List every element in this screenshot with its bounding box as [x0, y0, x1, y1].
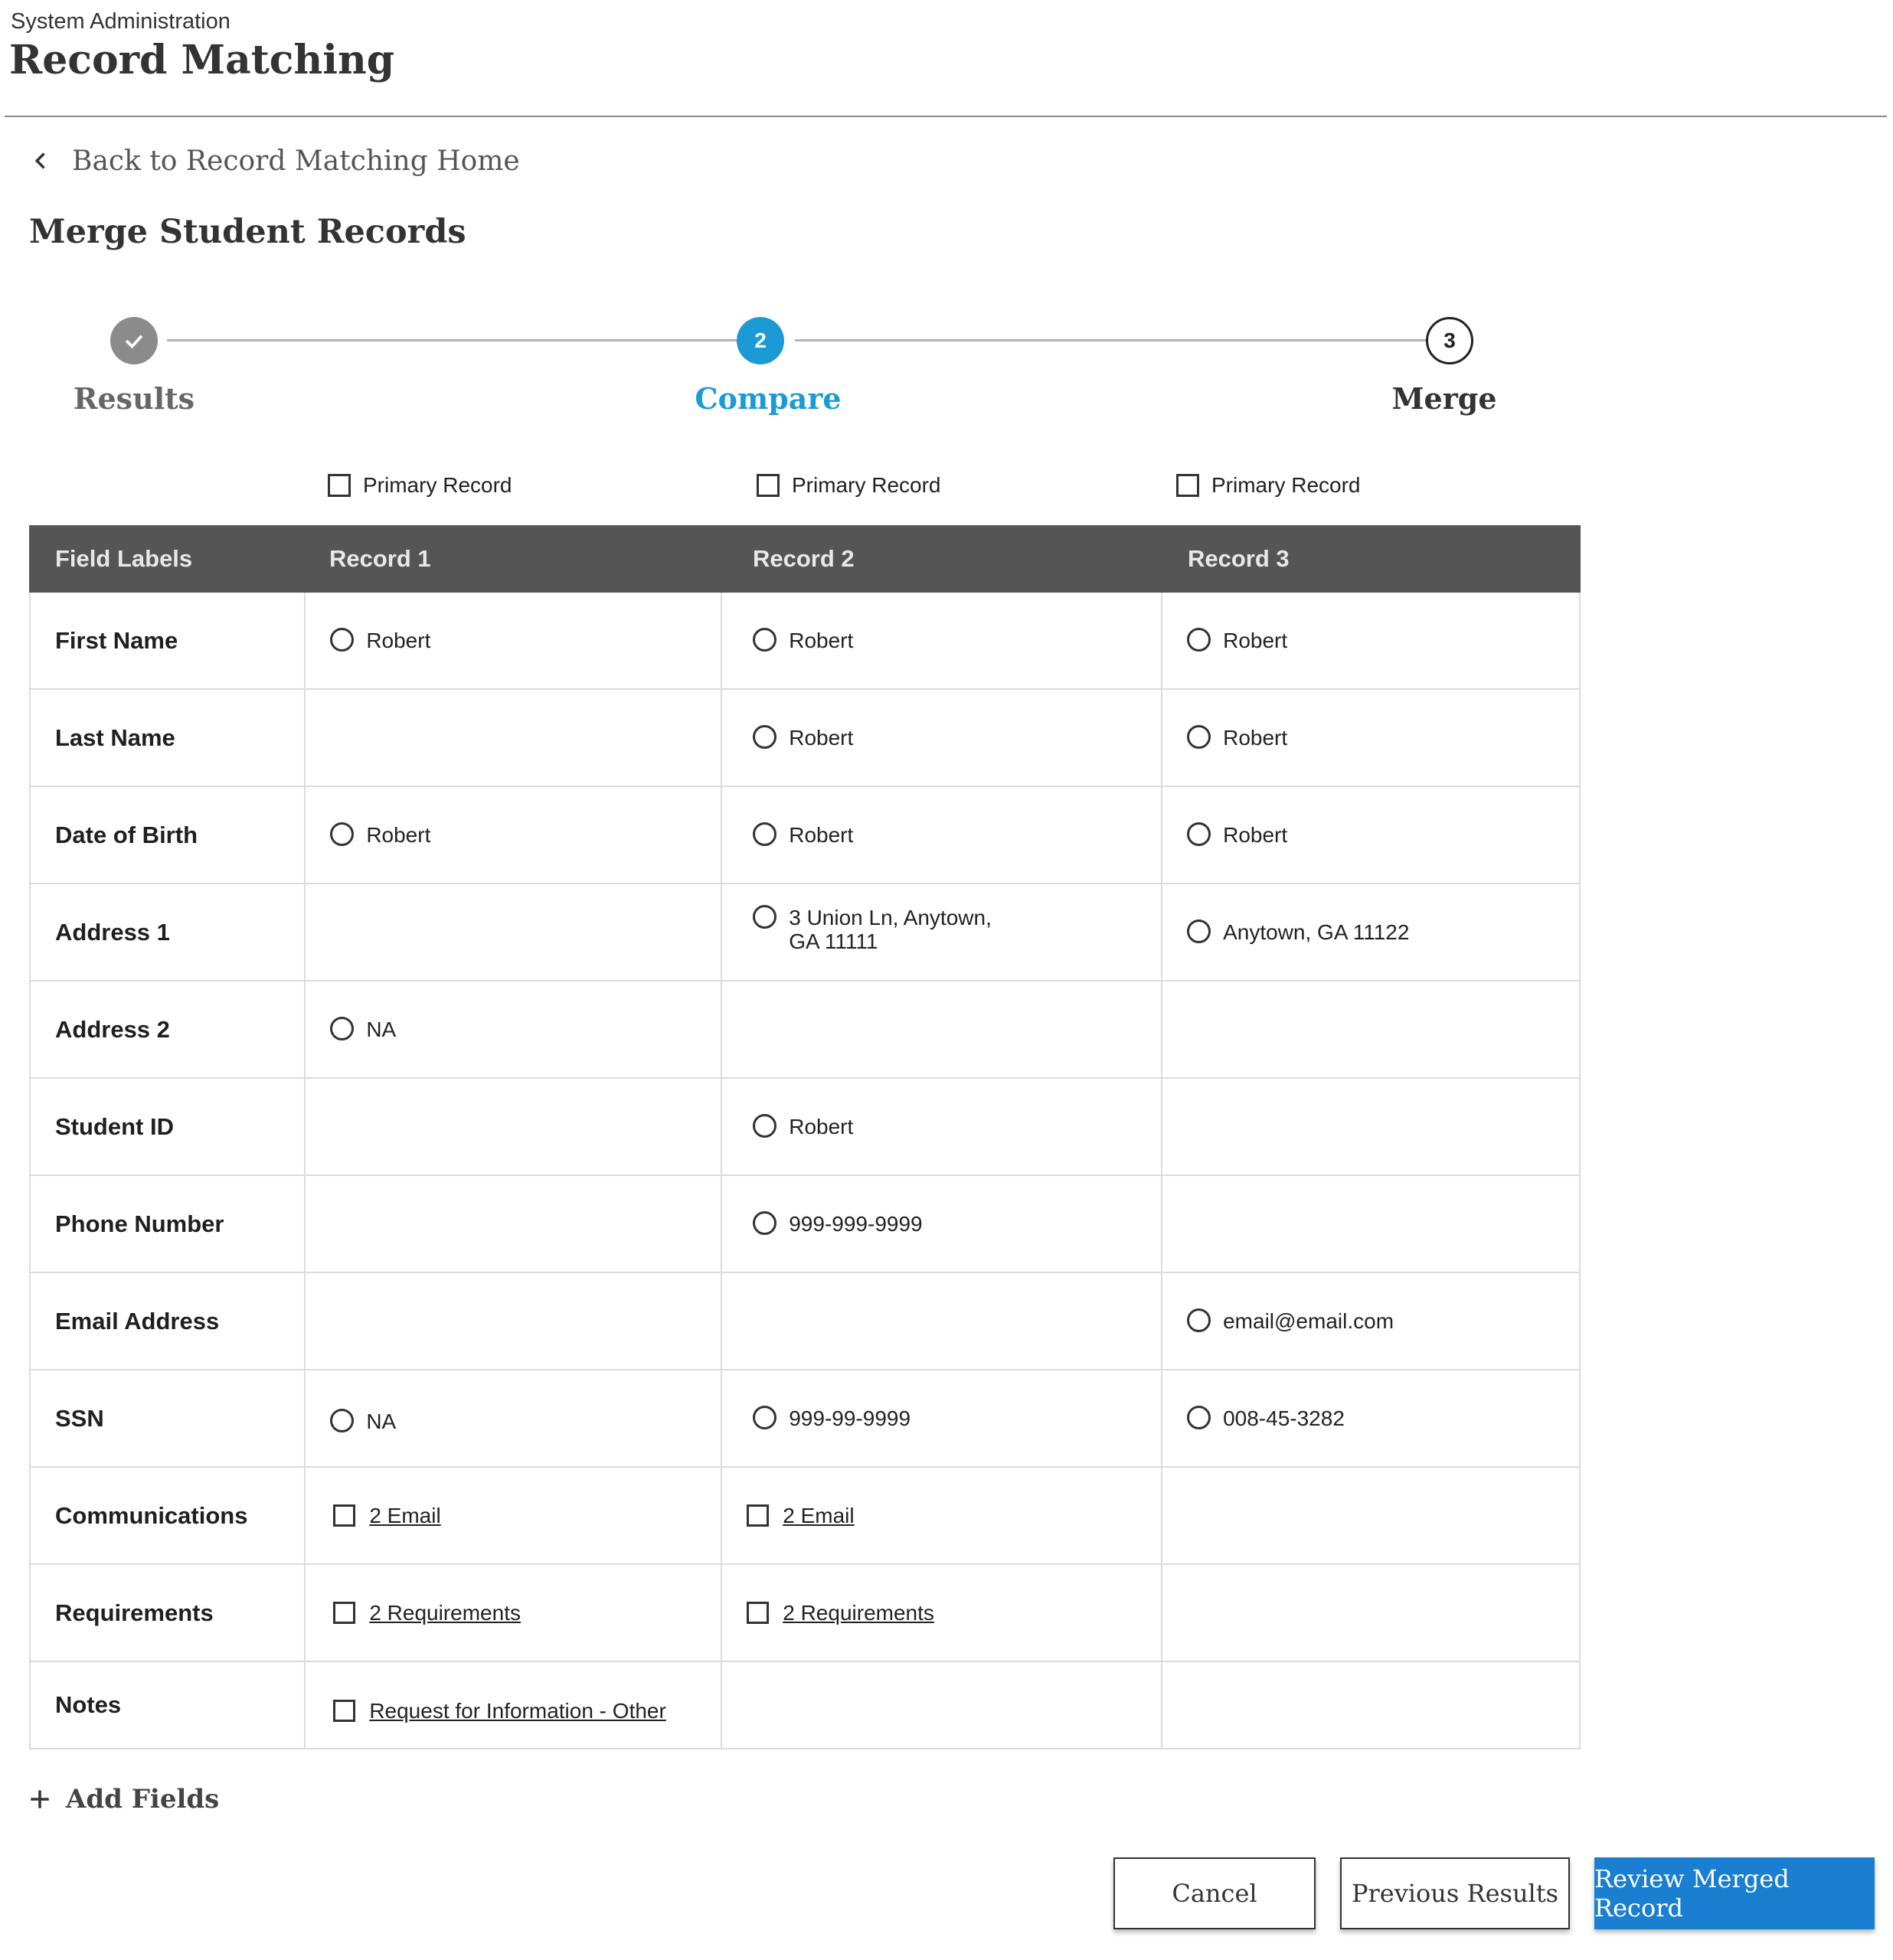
option-value: NA — [366, 1018, 397, 1041]
checkbox-box — [328, 474, 351, 497]
radio-option[interactable] — [330, 629, 430, 652]
chevron-left-icon — [31, 150, 52, 172]
header-divider — [5, 116, 1887, 117]
step-number: 2 — [754, 328, 767, 352]
option-value: email@email.com — [1223, 1309, 1394, 1333]
compare-table — [29, 525, 1581, 1749]
step-results-circle[interactable] — [110, 317, 158, 364]
radio-option[interactable] — [330, 1018, 396, 1041]
option-value: Robert — [789, 726, 854, 750]
option-value: Robert — [1223, 629, 1288, 652]
radio-icon — [753, 628, 776, 652]
radio-icon — [1187, 725, 1211, 749]
radio-option[interactable] — [753, 1406, 911, 1430]
checkbox-box — [757, 474, 780, 497]
add-fields-label: Add Fields — [66, 1784, 220, 1815]
radio-option[interactable] — [330, 823, 430, 847]
radio-icon — [753, 1114, 776, 1138]
step-merge-circle[interactable] — [1426, 317, 1473, 364]
option-value: NA — [366, 1410, 397, 1433]
option-value: Robert — [366, 629, 431, 652]
radio-option[interactable] — [753, 1115, 853, 1138]
radio-icon — [1187, 1406, 1211, 1429]
radio-option[interactable] — [753, 726, 853, 750]
notes-link[interactable]: Request for Information - Other — [369, 1698, 666, 1723]
checkbox-option[interactable] — [333, 1700, 666, 1722]
checkbox-option[interactable] — [333, 1504, 440, 1527]
radio-option[interactable] — [1187, 1309, 1394, 1333]
empty-cell — [306, 690, 722, 786]
primary-record-label: Primary Record — [363, 473, 512, 497]
empty-cell — [306, 1273, 722, 1369]
step-results-label[interactable]: Results — [73, 381, 195, 416]
column-header-record-3: Record 3 — [1188, 545, 1290, 572]
row-label: Last Name — [31, 690, 306, 786]
radio-icon — [1187, 822, 1211, 846]
table-row — [31, 982, 1579, 1079]
radio-option[interactable] — [753, 823, 853, 847]
checkbox-option[interactable] — [333, 1602, 521, 1624]
checkbox-box — [333, 1700, 355, 1722]
radio-icon — [1187, 628, 1211, 652]
breadcrumb-section: System Administration — [11, 9, 230, 34]
radio-option[interactable] — [753, 629, 853, 652]
radio-icon — [753, 725, 776, 749]
primary-record-row — [0, 473, 1893, 504]
review-merged-record-button[interactable]: Review Merged Record — [1594, 1857, 1875, 1929]
checkbox-box — [333, 1504, 355, 1527]
radio-icon — [330, 822, 354, 846]
table-row — [31, 1370, 1579, 1468]
radio-option[interactable] — [1187, 823, 1287, 847]
empty-cell — [1162, 1565, 1579, 1661]
column-header-field-labels: Field Labels — [55, 545, 193, 572]
checkbox-box — [747, 1602, 769, 1624]
table-row — [31, 787, 1579, 884]
option-value: Robert — [1223, 823, 1288, 847]
column-header-record-1: Record 1 — [329, 545, 431, 572]
radio-option[interactable] — [1187, 629, 1287, 652]
checkbox-box — [1176, 474, 1199, 497]
empty-cell — [1162, 1079, 1579, 1174]
row-label: SSN — [31, 1370, 306, 1466]
empty-cell — [1162, 1176, 1579, 1272]
back-link-label: Back to Record Matching Home — [72, 145, 520, 177]
empty-cell — [306, 884, 722, 980]
section-heading: Merge Student Records — [29, 213, 466, 251]
radio-icon — [330, 1017, 354, 1040]
radio-option[interactable] — [1187, 920, 1409, 944]
table-row — [31, 690, 1579, 787]
row-label: Phone Number — [31, 1176, 306, 1272]
primary-record-2-checkbox[interactable] — [757, 473, 940, 498]
option-value: Anytown, GA 11122 — [1223, 920, 1410, 944]
radio-icon — [753, 1211, 776, 1235]
option-value: 3 Union Ln, Anytown, GA 11111 — [789, 906, 992, 953]
row-label: Address 1 — [31, 884, 306, 980]
previous-results-button[interactable]: Previous Results — [1340, 1857, 1570, 1929]
radio-icon — [753, 905, 776, 929]
radio-icon — [330, 628, 354, 652]
check-icon — [123, 329, 145, 352]
checkbox-option[interactable] — [747, 1504, 854, 1527]
table-row — [31, 884, 1579, 982]
option-value: Robert — [789, 1115, 854, 1138]
empty-cell — [722, 982, 1162, 1077]
table-row — [31, 1468, 1579, 1565]
radio-icon — [753, 822, 776, 846]
table-row — [31, 1079, 1579, 1176]
empty-cell — [722, 1662, 1162, 1748]
row-label: Communications — [31, 1468, 306, 1563]
requirements-link[interactable]: 2 Requirements — [783, 1601, 934, 1625]
row-label: Email Address — [31, 1273, 306, 1369]
row-label: Notes — [31, 1662, 306, 1748]
option-value: Robert — [1223, 726, 1288, 750]
step-merge-label[interactable]: Merge — [1391, 381, 1497, 416]
primary-record-label: Primary Record — [792, 473, 941, 497]
empty-cell — [722, 1273, 1162, 1369]
add-fields-button[interactable] — [29, 1784, 219, 1815]
cancel-button[interactable]: Cancel — [1113, 1857, 1316, 1929]
radio-option[interactable] — [753, 906, 996, 953]
checkbox-option[interactable] — [747, 1602, 934, 1624]
progress-stepper — [0, 306, 1893, 429]
page-title: Record Matching — [9, 37, 395, 83]
primary-record-3-checkbox[interactable] — [1176, 473, 1360, 498]
row-label: First Name — [31, 593, 306, 688]
step-compare-label[interactable]: Compare — [695, 381, 842, 416]
requirements-link[interactable]: 2 Requirements — [369, 1601, 521, 1625]
option-value: Robert — [789, 629, 854, 652]
table-row — [31, 1176, 1579, 1273]
table-row — [31, 1273, 1579, 1370]
column-header-record-2: Record 2 — [753, 545, 855, 572]
primary-record-label: Primary Record — [1211, 473, 1361, 497]
communications-link[interactable]: 2 Email — [369, 1504, 441, 1527]
empty-cell — [306, 1176, 722, 1272]
table-header — [29, 525, 1581, 593]
row-label: Date of Birth — [31, 787, 306, 883]
empty-cell — [1162, 982, 1579, 1077]
step-number: 3 — [1443, 328, 1456, 352]
radio-icon — [753, 1406, 776, 1429]
radio-option[interactable] — [330, 1410, 396, 1433]
checkbox-box — [747, 1504, 769, 1527]
step-compare-circle[interactable] — [737, 317, 784, 364]
row-label: Requirements — [31, 1565, 306, 1661]
table-row — [31, 1662, 1579, 1749]
empty-cell — [1162, 1468, 1579, 1563]
row-label: Address 2 — [31, 982, 306, 1077]
table-row — [31, 593, 1579, 690]
empty-cell — [306, 1079, 722, 1174]
plus-icon — [29, 1788, 51, 1810]
step-connector — [795, 339, 1453, 341]
back-link[interactable] — [31, 141, 520, 181]
communications-link[interactable]: 2 Email — [783, 1504, 855, 1527]
option-value: 999-999-9999 — [789, 1212, 923, 1236]
radio-option[interactable] — [1187, 1406, 1345, 1430]
step-connector — [167, 339, 747, 341]
radio-option[interactable] — [1187, 726, 1287, 750]
option-value: 999-99-9999 — [789, 1406, 911, 1430]
option-value: Robert — [366, 823, 431, 847]
table-row — [31, 1565, 1579, 1662]
radio-option[interactable] — [753, 1212, 922, 1236]
option-value: 008-45-3282 — [1223, 1406, 1345, 1430]
checkbox-box — [333, 1602, 355, 1624]
row-label: Student ID — [31, 1079, 306, 1174]
empty-cell — [1162, 1662, 1579, 1748]
radio-icon — [1187, 1308, 1211, 1332]
option-value: Robert — [789, 823, 854, 847]
radio-icon — [1187, 920, 1211, 943]
primary-record-1-checkbox[interactable] — [328, 473, 512, 498]
radio-icon — [330, 1409, 354, 1432]
